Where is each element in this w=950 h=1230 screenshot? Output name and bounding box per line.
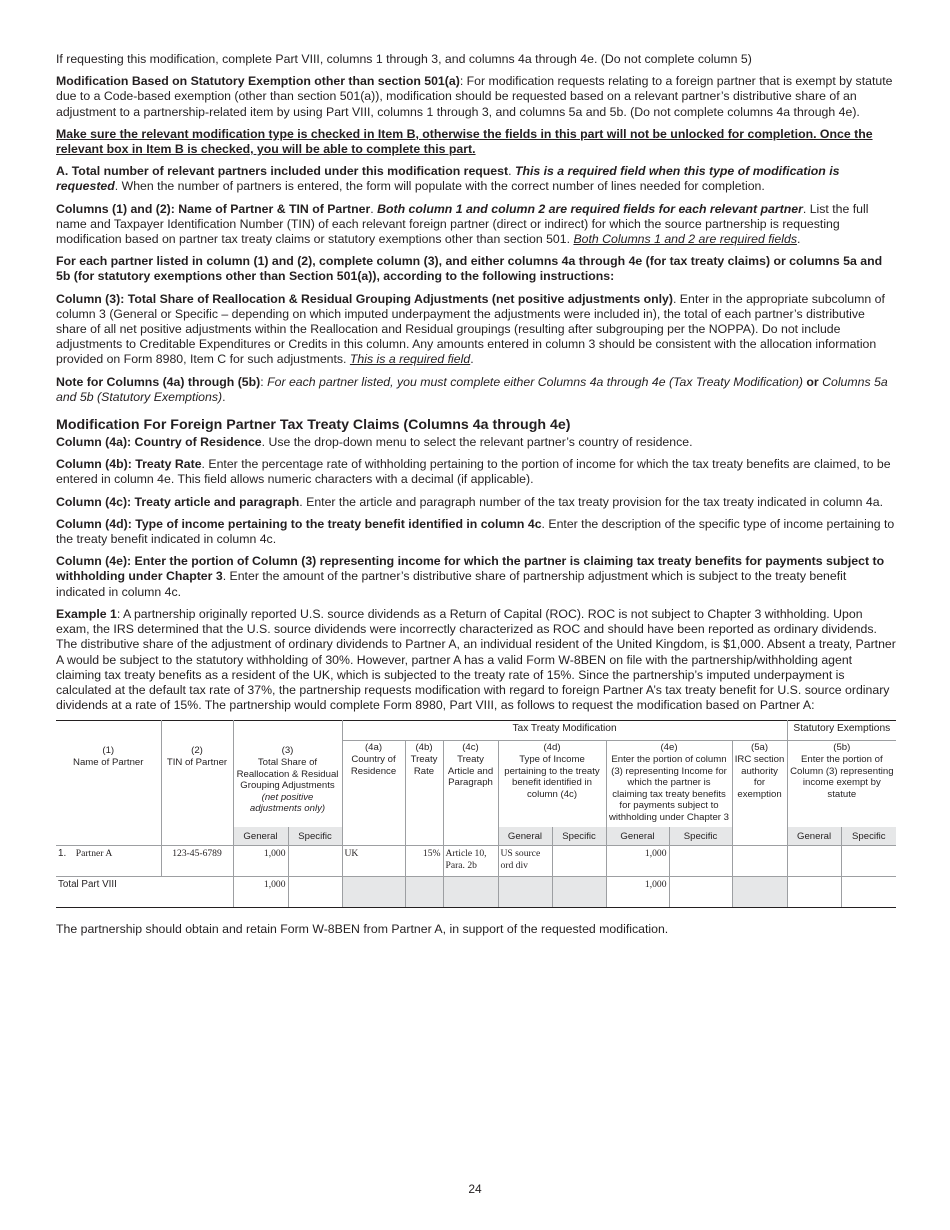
column-4b-paragraph: Column (4b): Treaty Rate. Enter the percentage rate of withholding pertaining to the portion of income for which the tax treaty benefits are claimed, to be entered in column 4e. This field allows numeric characters with a decimal (if applicable). [56, 457, 891, 487]
header-col-1: (1) Name of Partner [56, 721, 161, 828]
statutory-exemption-paragraph: Modification Based on Statutory Exemption other than section 501(a): For modification requests relating to a foreign partner that is exempt by statute due to a Code-based exemption (other than section 501(a)), modification should be requested based on a relevant partner’s distributive share of an adjustment to a partnership-related item by using Part VIII, columns 1 through 3, and columns 5a and 5b. (Do not complete columns 4a through 4e). [56, 74, 893, 119]
total-col4e-specific [669, 877, 732, 908]
row1-col4e-specific [669, 846, 732, 877]
header-col-3: (3) Total Share of Reallocation & Residual Grouping Adjustments (net positive adjustments only) [233, 721, 342, 828]
column-4a-paragraph: Column (4a): Country of Residence. Use the drop-down menu to select the relevant partner’s country of residence. [56, 435, 693, 450]
col4d-specific-subheader: Specific [552, 827, 606, 846]
note-paragraph: Note for Columns (4a) through (5b): For each partner listed, you must complete either Columns 4a through 4e (Tax Treaty Modification) or Columns 5a and 5b (Statutory Exemptions). [56, 374, 888, 404]
columns-1-2-paragraph: Columns (1) and (2): Name of Partner & TIN of Partner. Both column 1 and column 2 are required fields for each relevant partner. List the full name and Taxpayer Identification Number (TIN) of each relevant foreign partner (direct or indirect) for which the source partnership is requesting modification based on partner tax treaty claims or statutory exemptions other than section 501. Both Columns 1 and 2 are required fields. [56, 201, 869, 247]
col5b-general-subheader: General [787, 827, 841, 846]
column-4d-paragraph: Column (4d): Type of income pertaining to the treaty benefit identified in column 4c. Enter the description of the specific type of income pertaining to the treaty benefit indicated in column 4c. [56, 516, 895, 547]
header-col-4a: (4a) Country of Residence [342, 741, 405, 846]
page-number: 24 [468, 1182, 482, 1196]
row1-partner-name: 1. Partner A [56, 846, 161, 877]
col3-general-subheader: General [233, 827, 288, 846]
group-header-treaty: Tax Treaty Modification [342, 721, 787, 741]
part-viii-example-table [56, 720, 896, 908]
row1-income-type: US source ord div [498, 846, 552, 877]
header-col-4b: (4b) Treaty Rate [405, 741, 443, 846]
row1-treaty-rate: 15% [405, 846, 443, 877]
row1-col3-specific [288, 846, 342, 877]
header-col-2-label [161, 827, 233, 846]
table-group-header-row [56, 721, 896, 741]
intro-paragraph: If requesting this modification, complete Part VIII, columns 1 through 3, and columns 4a through 4e. (Do not complete column 5) [56, 52, 752, 66]
row1-treaty-article: Article 10, Para. 2b [443, 846, 498, 877]
item-b-warning: Make sure the relevant modification type is checked in Item B, otherwise the fields in this part will not be unlocked for completion. Once the relevant box in Item B is checked, you will be able to complete this part. [56, 126, 873, 157]
part-a-paragraph: A. Total number of relevant partners included under this modification request. This is a required field when this type of modification is requested. When the number of partners is entered, the form will populate with the correct number of lines needed for completion. [56, 164, 840, 194]
header-col-4e: (4e) Enter the portion of column (3) representing Income for which the partner is claiming tax treaty benefits for payments subject to withholding under Chapter 3 [606, 741, 732, 828]
header-col-4d: (4d) Type of Income pertaining to the treaty benefit identified in column (4c) [498, 741, 606, 828]
col4e-general-subheader: General [606, 827, 669, 846]
header-col-5a: (5a) IRC section authority for exemption [732, 741, 787, 846]
col3-specific-subheader: Specific [288, 827, 342, 846]
table-total-row [56, 877, 896, 908]
row1-col4d-specific [552, 846, 606, 877]
total-col4e-general: 1,000 [606, 877, 669, 908]
total-col5b-general [787, 877, 841, 908]
closing-paragraph: The partnership should obtain and retain Form W-8BEN from Partner A, in support of the requested modification. [56, 922, 669, 937]
header-col-1-label [56, 827, 161, 846]
column-4c-paragraph: Column (4c): Treaty article and paragraph. Enter the article and paragraph number of the tax treaty provision for the tax treaty indicated in column 4a. [56, 494, 884, 509]
row1-col5a [732, 846, 787, 877]
row1-tin: 123-45-6789 [161, 846, 233, 877]
total-col5b-specific [841, 877, 896, 908]
total-label: Total Part VIII [56, 877, 233, 908]
header-col-5b: (5b) Enter the portion of Column (3) representing income exempt by statute [790, 742, 894, 800]
col4d-general-subheader: General [498, 827, 552, 846]
row1-col3-general: 1,000 [233, 846, 288, 877]
statutory-heading: Modification Based on Statutory Exemption other than section 501(a) [56, 74, 460, 89]
column-4e-paragraph: Column (4e): Enter the portion of Column (3) representing income for which the partner is claiming tax treaty benefits for payments subject to withholding under Chapter 3. Enter the amount of the partner’s distributive share of partnership adjustment which is subject to the treaty benefit indicated in column 4c. [56, 554, 885, 599]
header-col-4c: (4c) Treaty Article and Paragraph [443, 741, 498, 846]
table-row [56, 846, 896, 877]
group-header-statutory: Statutory Exemptions [787, 721, 896, 741]
row1-country: UK [342, 846, 405, 877]
col5b-specific-subheader: Specific [841, 827, 896, 846]
instructions-page [56, 52, 896, 945]
total-col3-specific [288, 877, 342, 908]
each-partner-paragraph: For each partner listed in column (1) and (2), complete column (3), and either columns 4a through 4e (for tax treaty claims) or columns 5a and 5b (for statutory exemptions other than Section 501(a)), according to the following instructions: [56, 254, 883, 284]
column-3-paragraph: Column (3): Total Share of Reallocation & Residual Grouping Adjustments (net positive adjustments only). Enter in the appropriate subcolumn of column 3 (General or Specific – depending on which imputed underpayment the adjustments were included in), the total of each partner’s distributive share of all net positive adjustments within the Reallocation and Residual groupings (resulting after subgrouping per the NOPPA). Do not include adjustments to Creditable Expenditures or Credits in this column. Any amounts entered in column 3 should be consistent with the allocation information provided on Form 8980, Item C for such adjustments. This is a required field. [56, 291, 885, 367]
col4e-specific-subheader: Specific [669, 827, 732, 846]
header-col-2: (2) TIN of Partner [161, 721, 233, 828]
row1-col5b-specific [841, 846, 896, 877]
total-col3-general: 1,000 [233, 877, 288, 908]
example-paragraph: Example 1: A partnership originally reported U.S. source dividends as a Return of Capital (ROC). ROC is not subject to Chapter 3 withholding. Upon exam, the IRS determined that the U.S. source dividends were incorrectly characterized as ROC and should have been reported as ordinary dividends. The distributive share of the adjustment of ordinary dividends to Partner A, an individual resident of the United Kingdom, is $1,000. Absent a treaty, Partner A would be subject to the statutory withholding of 30%. However, partner A has a valid Form W-8BEN on file with the partnership/withholding agent claiming tax treaty benefits as a resident of the UK, which is subjected to the treaty rate of 15%. Since the partnership’s imputed underpayment is calculated at the default tax rate of 37%, the partnership requests modification with regard to foreign Partner A’s tax treaty benefit for U.S. source ordinary dividends at a rate of 15%. The partnership would complete Form 8980, Part VIII, as follows to request the modification based on Partner A: [56, 606, 896, 713]
row1-col5b-general [787, 846, 841, 877]
treaty-section-heading: Modification For Foreign Partner Tax Treaty Claims (Columns 4a through 4e) [56, 417, 571, 434]
row1-col4e-general: 1,000 [606, 846, 669, 877]
